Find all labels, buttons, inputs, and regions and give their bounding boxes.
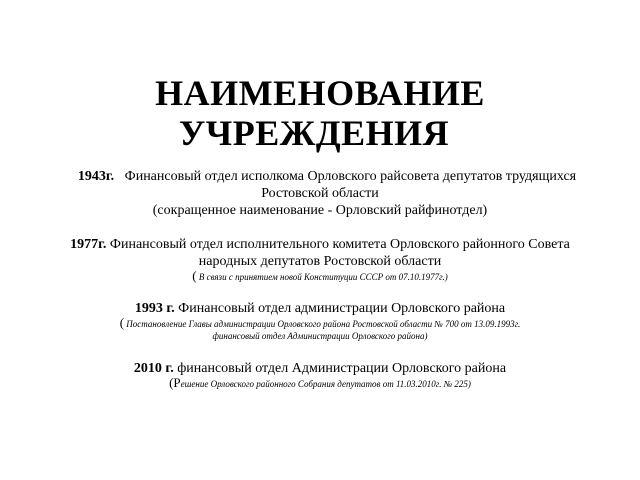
note-open: ( bbox=[119, 315, 125, 330]
entry-year: 1943г. bbox=[77, 169, 115, 184]
note-text: ешение Орловского районного Собрания депутатов от 11.03.2010г. № 225) bbox=[180, 379, 471, 389]
entry-note bbox=[0, 270, 640, 283]
history-entry-1977 bbox=[0, 236, 640, 283]
page-title-line1: НАИМЕНОВАНИЕ bbox=[155, 73, 485, 113]
entry-year: 1977г. bbox=[70, 237, 107, 252]
note-text: Постановление Главы администрации Орловского района Ростовской области № 700 от 13.09.1993г. bbox=[126, 319, 521, 329]
entry-text: финансовый отдел Администрации Орловского района bbox=[177, 361, 507, 376]
note-open: ( bbox=[192, 268, 197, 283]
note-open: (Р bbox=[169, 375, 181, 390]
entry-line bbox=[0, 168, 640, 185]
entry-text: Финансовый отдел администрации Орловского района bbox=[178, 301, 506, 316]
history-entry-1943 bbox=[0, 168, 640, 219]
entry-text: Финансовый отдел исполкома Орловского райсовета депутатов трудящихся bbox=[124, 169, 577, 184]
entry-note-continued: финансовый отдел Администрации Орловского района) bbox=[212, 331, 428, 341]
entry-text-continued: народных депутатов Ростовской области bbox=[198, 254, 442, 269]
entry-text: Финансовый отдел исполнительного комитета Орловского районного Совета bbox=[109, 237, 570, 252]
entry-line bbox=[0, 360, 640, 377]
page-title-line2: УЧРЕЖДЕНИЯ bbox=[178, 113, 450, 153]
history-entry-2010 bbox=[0, 360, 640, 390]
entry-short-name: (сокращенное наименование - Орловский райфинотдел) bbox=[152, 203, 488, 218]
entry-line bbox=[0, 300, 640, 317]
entry-text-continued: Ростовской области bbox=[261, 186, 379, 201]
entry-line bbox=[0, 236, 640, 253]
entry-note bbox=[0, 317, 640, 330]
entry-year: 1993 г. bbox=[134, 301, 175, 316]
history-entry-1993 bbox=[0, 300, 640, 342]
entry-note bbox=[0, 377, 640, 390]
entry-year: 2010 г. bbox=[133, 361, 174, 376]
note-text: В связи с принятием новой Конституции СССР от 07.10.1977г.) bbox=[198, 272, 448, 282]
